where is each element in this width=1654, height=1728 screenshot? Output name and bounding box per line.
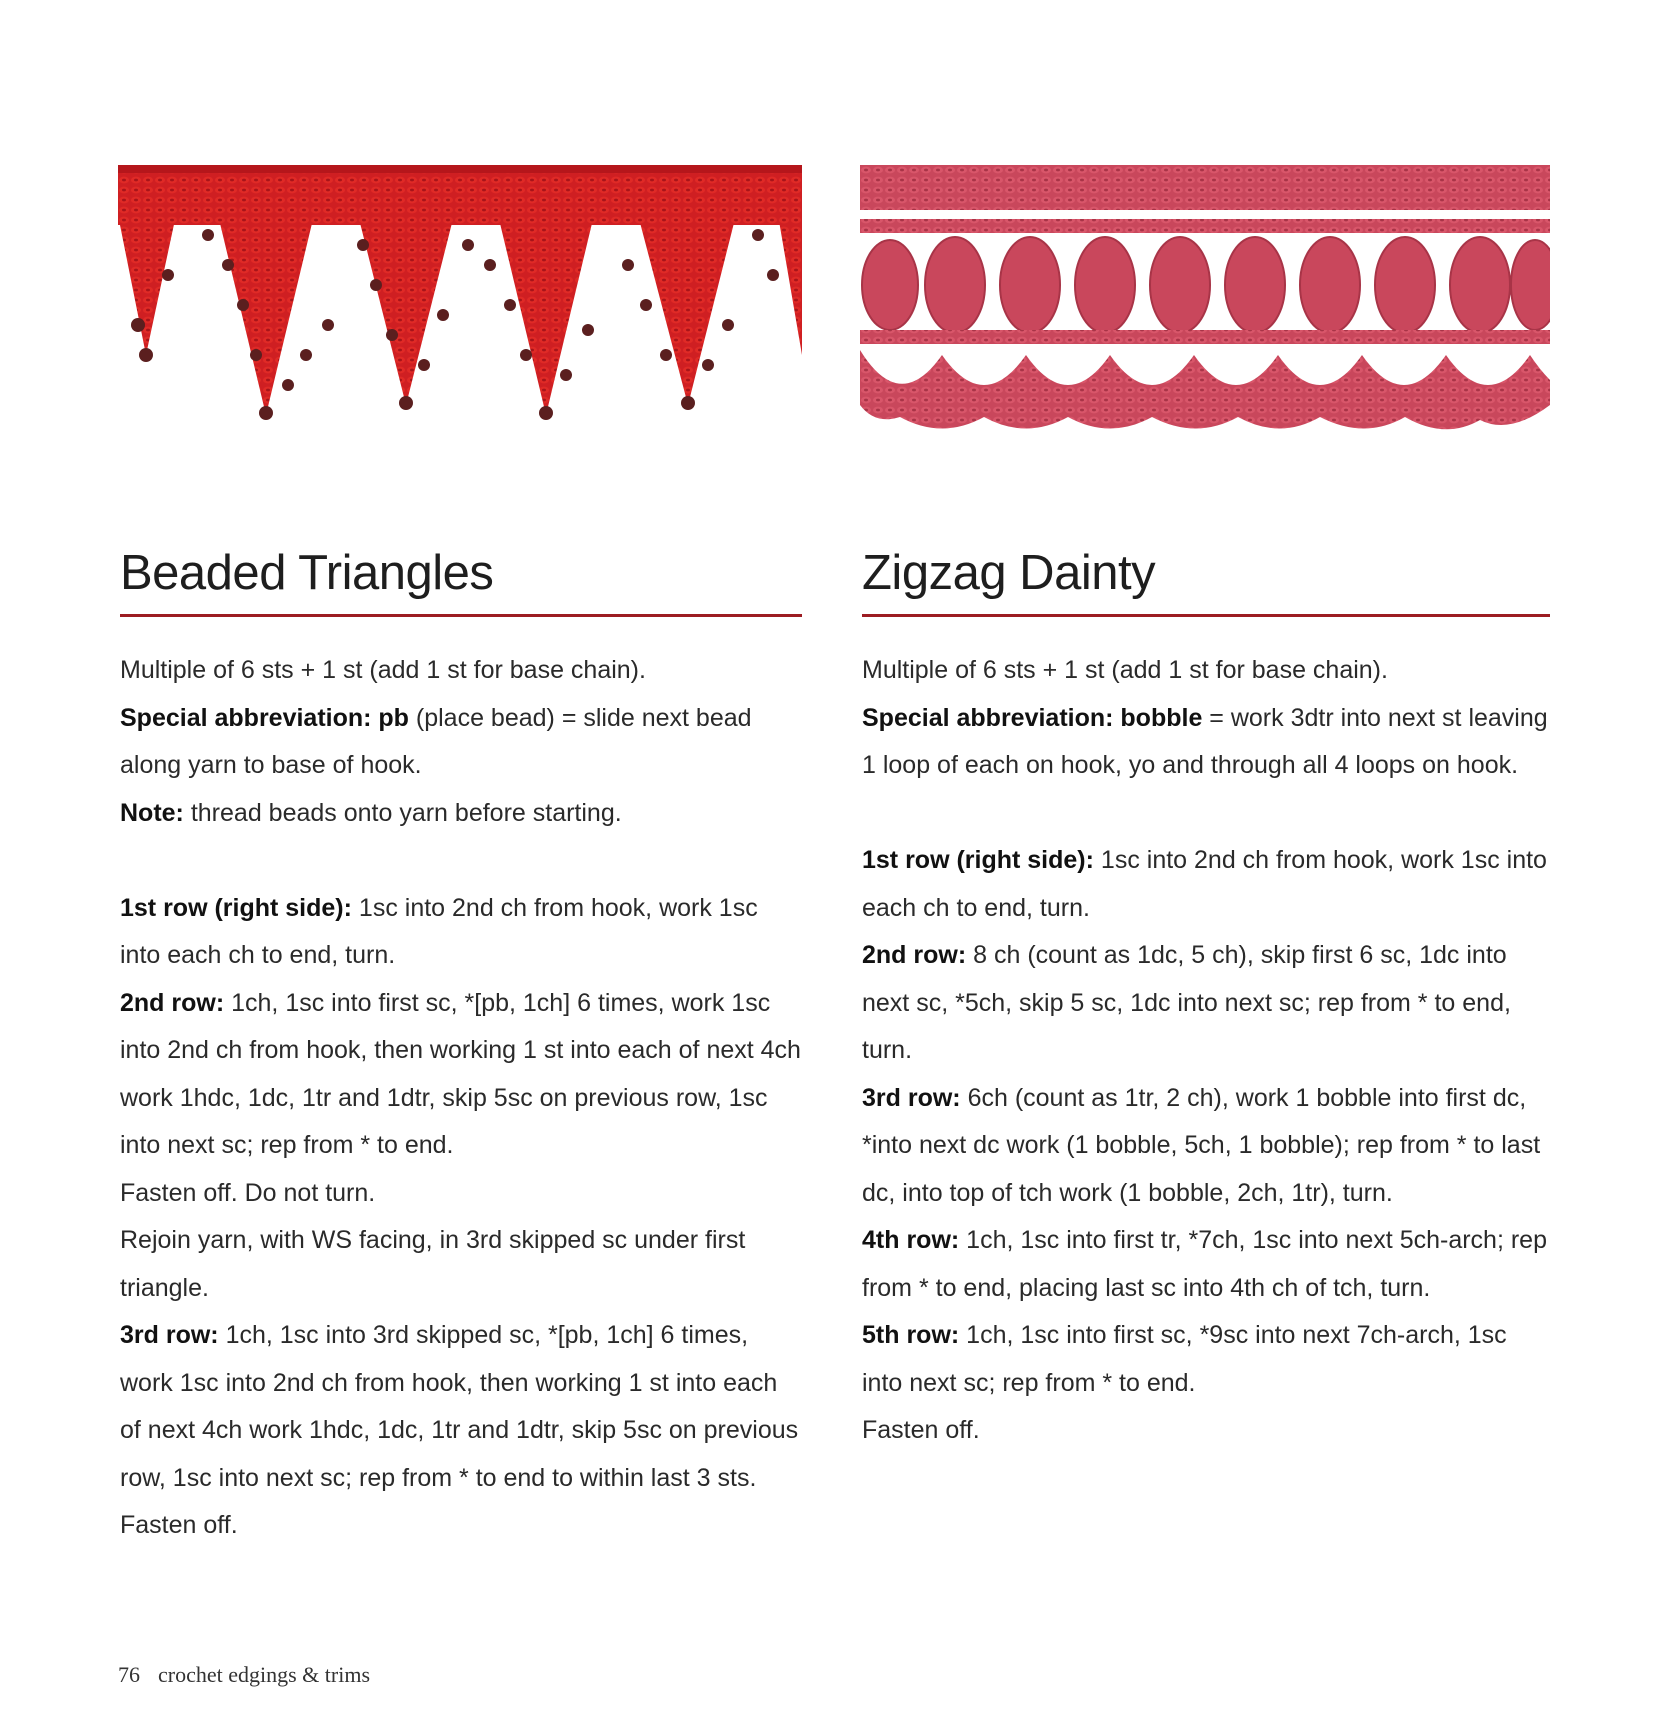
title-rule — [862, 614, 1550, 617]
row-instruction: 5th row: 1ch, 1sc into first sc, *9sc into next 7ch-arch, 1sc into next sc; rep from * to end. — [862, 1321, 1507, 1397]
row-instruction: 1st row (right side): 1sc into 2nd ch from hook, work 1sc into each ch to end, turn. — [862, 846, 1547, 922]
intro-line: Special abbreviation: bobble = work 3dtr into next st leaving 1 loop of each on hook, yo and through all 4 loops on hook. — [862, 703, 1548, 779]
row-instruction: 3rd row: 1ch, 1sc into 3rd skipped sc, *[pb, 1ch] 6 times, work 1sc into 2nd ch from hook, then working 1 st into each of next 4ch work 1hdc, 1dc, 1tr and 1dtr, skip 5sc on previous row, 1sc into next sc; rep from * to end to within last 3 sts. — [120, 1321, 799, 1492]
row-instruction: Fasten off. — [862, 1416, 980, 1444]
row-instruction: 3rd row: 6ch (count as 1tr, 2 ch), work 1 bobble into first dc, *into next dc work (1 bobble, 5ch, 1 bobble); rep from * to last dc, into top of tch work (1 bobble, 2ch, 1tr), turn. — [862, 1083, 1541, 1207]
beaded-triangles-photo — [118, 155, 802, 445]
left-column — [118, 155, 802, 1539]
row-instruction: 2nd row: 1ch, 1sc into first sc, *[pb, 1ch] 6 times, work 1sc into 2nd ch from hook, then working 1 st into each of next 4ch work 1hdc, 1dc, 1tr and 1dtr, skip 5sc on previous row, 1sc into next sc; rep from * to end. — [120, 988, 801, 1159]
row-instruction: 2nd row: 8 ch (count as 1dc, 5 ch), skip first 6 sc, 1dc into next sc, *5ch, skip 5 sc, 1dc into next sc; rep from * to end, turn. — [862, 941, 1511, 1064]
pattern-title: Beaded Triangles — [120, 546, 494, 600]
pattern-body — [862, 647, 1550, 1455]
intro-line: Multiple of 6 sts + 1 st (add 1 st for base chain). — [120, 656, 646, 684]
row-instruction: Fasten off. Do not turn. — [120, 1178, 376, 1207]
page-number: 76 — [118, 1662, 140, 1687]
row-instruction: Fasten off. — [120, 1511, 238, 1539]
intro-line: Special abbreviation: pb (place bead) = slide next bead along yarn to base of hook. — [120, 703, 752, 779]
row-instruction: Rejoin yarn, with WS facing, in 3rd skipped sc under first triangle. — [120, 1226, 746, 1302]
right-column — [860, 155, 1550, 1444]
row-instruction: 4th row: 1ch, 1sc into first tr, *7ch, 1sc into next 5ch-arch; rep from * to end, placing last sc into 4th ch of tch, turn. — [862, 1226, 1547, 1302]
book-title: crochet edgings & trims — [158, 1662, 371, 1687]
title-rule — [120, 614, 802, 617]
pattern-body — [120, 647, 802, 1550]
page-footer — [118, 1662, 370, 1688]
zigzag-dainty-photo — [860, 155, 1550, 445]
pattern-title: Zigzag Dainty — [862, 546, 1156, 600]
intro-line: Note: thread beads onto yarn before starting. — [120, 798, 622, 827]
intro-line: Multiple of 6 sts + 1 st (add 1 st for base chain). — [862, 656, 1388, 684]
row-instruction: 1st row (right side): 1sc into 2nd ch from hook, work 1sc into each ch to end, turn. — [120, 893, 758, 969]
